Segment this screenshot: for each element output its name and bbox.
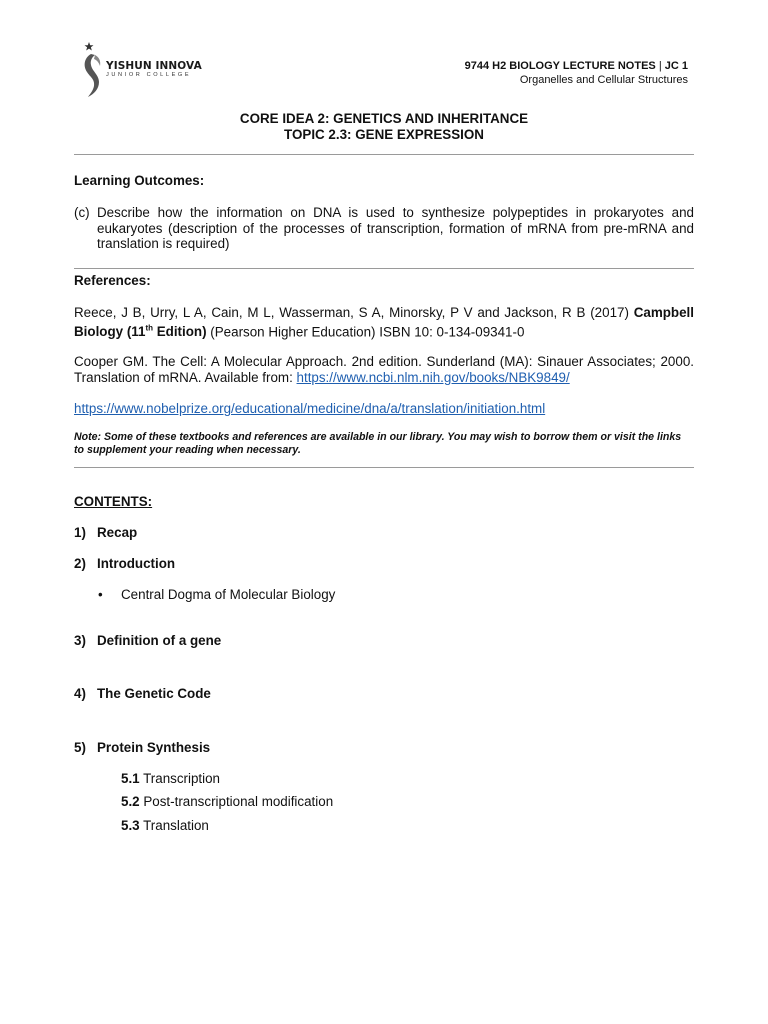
logo-subtitle: JUNIOR COLLEGE	[106, 72, 192, 79]
header-separator: |	[658, 60, 662, 72]
header-subtitle: Organelles and Cellular Structures	[519, 74, 688, 86]
running-header	[465, 59, 688, 87]
contents-subitem-post-transcriptional	[121, 794, 333, 810]
ncbi-link[interactable]: https://www.ncbi.nlm.nih.gov/books/NBK9849/	[296, 369, 570, 385]
nobelprize-link[interactable]: https://www.nobelprize.org/educational/medicine/dna/a/translation/initiation.html	[74, 401, 546, 416]
section-number: 2)	[74, 556, 86, 571]
subsection-label: Post-transcriptional modification	[143, 794, 334, 809]
contents-heading: CONTENTS:	[74, 494, 153, 509]
subsection-label: Transcription	[143, 771, 221, 786]
core-idea-title: CORE IDEA 2: GENETICS AND INHERITANCE	[239, 111, 529, 126]
divider	[74, 467, 694, 468]
reference-cooper	[74, 354, 694, 385]
section-label: The Genetic Code	[97, 686, 211, 701]
college-logo	[80, 42, 202, 98]
course-level: JC 1	[664, 60, 688, 72]
contents-item-introduction	[74, 556, 175, 572]
subsection-number: 5.3	[121, 818, 140, 833]
bullet-text: Central Dogma of Molecular Biology	[121, 587, 336, 602]
learning-outcome-item	[74, 205, 694, 252]
topic-title: TOPIC 2.3: GENE EXPRESSION	[284, 127, 484, 142]
contents-item-protein-synthesis	[74, 740, 210, 756]
ref1-authors: Reece, J B, Urry, L A, Cain, M L, Wasserman, S A, Minorsky, P V and Jackson, R B (2017)	[74, 305, 629, 320]
section-number: 4)	[74, 686, 86, 701]
section-number: 3)	[74, 633, 86, 648]
ref1-sup: th	[145, 323, 153, 333]
ref1-book: Campbell Biology (11	[74, 305, 694, 339]
section-label: Definition of a gene	[97, 633, 222, 648]
contents-subitem-transcription	[121, 771, 220, 787]
outcome-label: (c)	[74, 205, 90, 220]
reference-nobel	[74, 401, 694, 417]
references-heading: References:	[74, 273, 151, 288]
section-number: 1)	[74, 525, 86, 540]
ref1-rest: (Pearson Higher Education) ISBN 10: 0-134-09341-0	[206, 323, 525, 339]
ref2-text: Cooper GM. The Cell: A Molecular Approach. 2nd edition. Sunderland (MA): Sinauer Associates; 2000. Translation of mRNA. Available from:	[74, 354, 694, 385]
swan-logo-icon	[80, 42, 104, 98]
section-label: Protein Synthesis	[97, 740, 211, 755]
outcome-text: Describe how the information on DNA is used to synthesize polypeptides in prokaryotes and eukaryotes (description of the processes of transcription, formation of mRNA from pre-mRNA and translation is required)	[97, 205, 694, 251]
subsection-label: Translation	[143, 818, 209, 833]
reference-campbell	[74, 305, 694, 339]
contents-item-recap	[74, 525, 137, 541]
contents-bullet-central-dogma	[98, 587, 335, 603]
contents-item-genetic-code	[74, 686, 211, 702]
library-note: Note: Some of these textbooks and references are available in our library. You may wish to borrow them or visit the links to supplement your reading when necessary.	[74, 431, 682, 456]
ref1-edition: Edition)	[153, 323, 207, 339]
section-label: Introduction	[97, 556, 176, 571]
bullet-icon: •	[98, 587, 103, 602]
divider	[74, 268, 694, 269]
learning-outcomes-heading: Learning Outcomes:	[74, 173, 205, 188]
divider	[74, 154, 694, 155]
course-title: 9744 H2 BIOLOGY LECTURE NOTES	[464, 60, 656, 72]
contents-item-definition-of-gene	[74, 633, 221, 649]
contents-subitem-translation	[121, 818, 209, 834]
section-number: 5)	[74, 740, 86, 755]
subsection-number: 5.2	[121, 794, 140, 809]
logo-name: YISHUN INNOVA	[106, 59, 202, 72]
subsection-number: 5.1	[121, 771, 140, 786]
section-label: Recap	[97, 525, 138, 540]
